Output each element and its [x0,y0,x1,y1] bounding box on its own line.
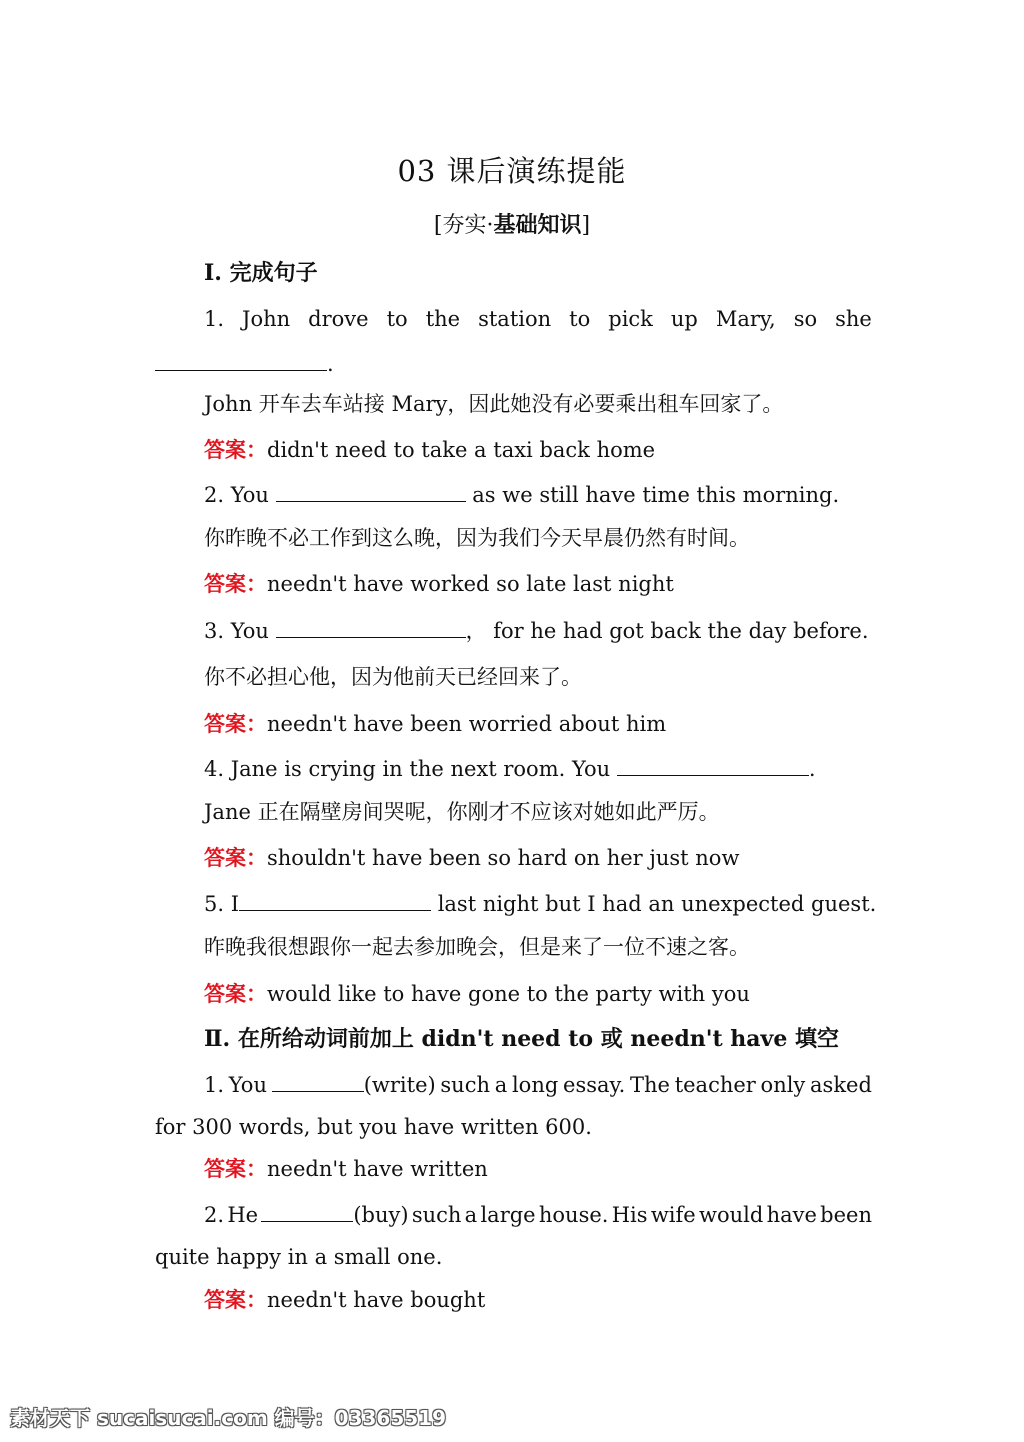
word: only [760,1073,806,1097]
question-3-translation: 你不必担心他，因为他前天已经回来了。 [204,665,582,689]
word: He [227,1203,259,1227]
question-1-line-1 [204,305,872,333]
question-1-line-2: . [155,350,334,378]
section-subtitle: [夯实·基础知识] [433,212,591,238]
section-2-question-2-answer: 答案：needn't have bought [204,1287,486,1312]
section-2-question-2-line-1 [204,1201,872,1229]
word: asked [810,1073,872,1097]
section-1-heading: Ⅰ. 完成句子 [204,260,318,286]
answer-blank [276,617,466,638]
section-2-question-1-line-2: for 300 words, but you have written 600. [155,1115,592,1139]
question-1-answer: 答案：didn't need to take a taxi back home [204,437,656,462]
word: to [569,307,591,331]
section-2-question-1-answer: 答案：needn't have written [204,1156,488,1181]
question-4: 4. Jane is crying in the next room. You . [204,757,816,781]
word: station [478,307,552,331]
word: long [511,1073,559,1097]
word: a [464,1203,478,1227]
question-5-translation: 昨晚我很想跟你一起去参加晚会，但是来了一位不速之客。 [204,935,750,959]
question-2-answer: 答案：needn't have worked so late last night [204,571,674,596]
word: 2. [204,1203,225,1227]
answer-blank [261,1201,353,1222]
word: would [698,1203,764,1227]
section-2-heading: Ⅱ. 在所给动词前加上 didn't need to 或 needn't have 填空 [204,1026,839,1052]
word: pick [608,307,653,331]
word: John [242,307,291,331]
question-2: 2. You as we still have time this morning. [204,483,840,507]
word: have [766,1203,817,1227]
word: 1. [204,1073,225,1097]
word: a [494,1073,508,1097]
word: been [820,1203,872,1227]
page-title: 03 课后演练提能 [397,154,627,188]
word: (buy) [261,1201,408,1229]
question-5-answer: 答案：would like to have gone to the party with you [204,981,750,1006]
word: 1. [204,307,225,331]
question-4-answer: 答案：shouldn't have been so hard on her just now [204,845,740,870]
word: she [835,307,872,331]
question-1-translation: John 开车去车站接 Mary，因此她没有必要乘出租车回家了。 [204,392,784,416]
answer-blank [239,890,431,911]
word: house. [538,1203,609,1227]
answer-blank [617,755,809,776]
word: drove [308,307,369,331]
word: so [793,307,818,331]
word: essay. [563,1073,626,1097]
word: The [630,1073,670,1097]
word: such [411,1203,462,1227]
word: to [386,307,408,331]
word: such [440,1073,490,1097]
word: wife [650,1203,696,1227]
question-5: 5. I last night but I had an unexpected guest. [204,892,877,916]
answer-blank [272,1071,364,1092]
word: Mary, [715,307,776,331]
watermark: 素材天下 sucaisucai.com 编号：03365519 [10,1406,446,1430]
word: (write) [272,1071,436,1099]
word: up [670,307,698,331]
answer-blank [155,350,327,371]
question-4-translation: Jane 正在隔壁房间哭呢，你刚才不应该对她如此严厉。 [204,800,720,824]
word: teacher [674,1073,756,1097]
word: His [611,1203,648,1227]
question-2-translation: 你昨晚不必工作到这么晚，因为我们今天早晨仍然有时间。 [204,526,750,550]
section-2-question-1-line-1 [204,1071,872,1099]
word: the [425,307,461,331]
question-3: 3. You ， for he had got back the day before. [204,619,869,643]
word: You [228,1073,267,1097]
question-3-answer: 答案：needn't have been worried about him [204,711,667,736]
word: large [480,1203,536,1227]
section-2-question-2-line-2: quite happy in a small one. [155,1245,443,1269]
answer-blank [276,481,466,502]
